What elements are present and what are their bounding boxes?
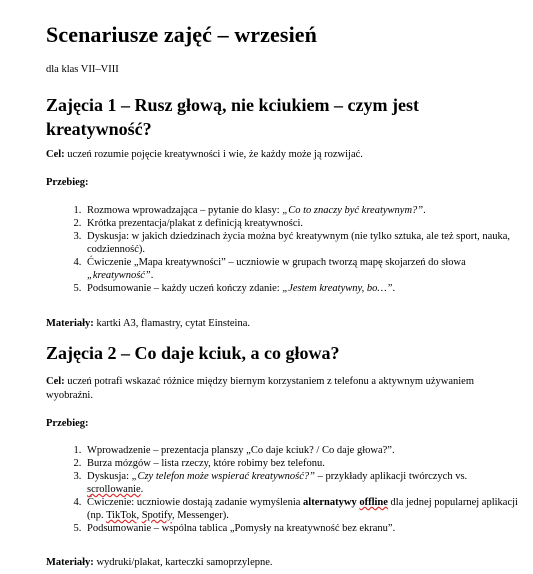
- section-2-heading: Zajęcia 2 – Co daje kciuk, a co głowa?: [46, 343, 340, 363]
- section-2-goal: [46, 375, 491, 403]
- step-quote: „Jestem kreatywny, bo…”: [282, 283, 393, 294]
- section-2-materials: [46, 556, 491, 570]
- section-1-steps: [46, 204, 524, 295]
- step-end: .: [423, 205, 426, 216]
- step-end: .: [150, 270, 154, 281]
- step-text: ,: [136, 510, 142, 521]
- spellcheck-word: Spotify: [141, 510, 172, 521]
- goal-text: uczeń rozumie pojęcie kreatywności i wie, że każdy może ją rozwijać.: [64, 149, 363, 160]
- step-quote: „Co to znaczy być kreatywnym?”: [282, 205, 424, 216]
- materials-text: kartki A3, flamastry, cytat Einsteina.: [93, 318, 251, 329]
- section-1-steps-label: Przebieg:: [46, 177, 89, 188]
- materials-text: wydruki/plakat, karteczki samoprzylepne.: [93, 557, 273, 568]
- section-2-steps: [46, 444, 524, 535]
- spellcheck-word: offline: [359, 497, 388, 508]
- step-text: Ćwiczenie „Mapa kreatywności” – uczniowie w grupach tworzą mapę skojarzeń do słowa: [87, 257, 466, 268]
- step-text: Podsumowanie – wspólna tablica „Pomysły na kreatywność bez ekranu”.: [87, 523, 396, 534]
- step-text: Dyskusja: w jakich dziedzinach życia można być kreatywnym (nie tylko sztuka, ale też sport, nauka, codzienność).: [87, 231, 511, 255]
- step-text: Dyskusja:: [87, 471, 132, 482]
- materials-label: Materiały:: [46, 557, 94, 568]
- document-subtitle: dla klas VII–VIII: [46, 64, 119, 75]
- list-item: [84, 230, 524, 256]
- step-text: Ćwiczenie: uczniowie dostają zadanie wymyślenia: [87, 497, 304, 508]
- step-text: , Messenger).: [171, 510, 229, 521]
- section-2-steps-label: Przebieg:: [46, 418, 89, 429]
- step-text: Burza mózgów – lista rzeczy, które robimy bez telefonu.: [87, 458, 325, 469]
- step-text: Krótka prezentacja/plakat z definicją kreatywności.: [87, 218, 304, 229]
- step-text: Rozmowa wprowadzająca – pytanie do klasy:: [87, 205, 283, 216]
- section-1-materials: [46, 317, 491, 331]
- section-1-heading: Zajęcia 1 – Rusz głową, nie kciukiem – czym jest kreatywność?: [46, 95, 419, 139]
- list-item: [84, 256, 524, 282]
- list-item: [84, 522, 524, 535]
- step-end: .: [392, 283, 396, 294]
- step-text: – przykłady aplikacji twórczych vs.: [314, 471, 468, 482]
- list-item: [84, 204, 524, 217]
- materials-label: Materiały:: [46, 318, 94, 329]
- list-item: [84, 217, 524, 230]
- list-item: [84, 444, 524, 457]
- step-quote: „kreatywność”: [87, 270, 151, 281]
- list-item: [84, 282, 524, 295]
- section-1-goal: [46, 148, 491, 162]
- spellcheck-word: TikTok: [106, 510, 137, 521]
- list-item: [84, 496, 524, 522]
- list-item: [84, 470, 524, 496]
- goal-label: Cel:: [46, 376, 65, 387]
- document-title: Scenariusze zajęć – wrzesień: [46, 22, 317, 47]
- step-quote: „Czy telefon może wspierać kreatywność?”: [131, 471, 315, 482]
- goal-label: Cel:: [46, 149, 65, 160]
- step-end: .: [140, 484, 144, 495]
- step-text: Wprowadzenie – prezentacja planszy „Co daje kciuk? / Co daje głowa?”.: [87, 445, 395, 456]
- step-bold: alternatywy: [303, 497, 360, 508]
- list-item: [84, 457, 524, 470]
- step-text: Podsumowanie – każdy uczeń kończy zdanie:: [87, 283, 283, 294]
- spellcheck-word: scrollowanie: [87, 484, 141, 495]
- step-text: dla jednej popularnej aplikacji (np.: [87, 497, 518, 521]
- goal-text: uczeń potrafi wskazać różnice między biernym korzystaniem z telefonu a aktywnym używaniem wyobraźni.: [46, 376, 475, 401]
